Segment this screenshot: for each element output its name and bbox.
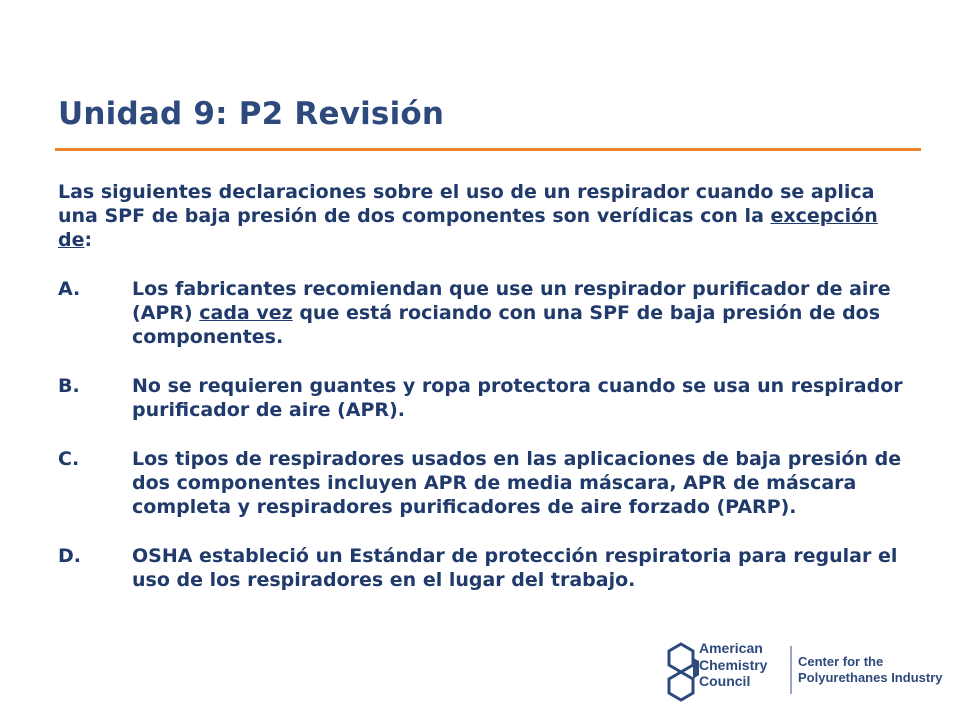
slide-title: Unidad 9: P2 Revisión — [58, 96, 445, 132]
intro-text: Las siguientes declaraciones sobre el uso de un respirador cuando se aplica una SPF de baja presión de dos componentes son verídicas con la — [58, 181, 875, 227]
option-text: No se requieren guantes y ropa protectora cuando se usa un respirador purificador de aire (APR). — [132, 375, 903, 421]
answer-option-c — [58, 447, 918, 519]
title-divider — [55, 148, 921, 151]
cpi-wordmark — [798, 654, 942, 686]
acc-line-3: Council — [699, 673, 751, 689]
intro-underlined-text: excepción de — [58, 205, 878, 251]
slide-body — [58, 180, 918, 617]
answer-option-b — [58, 374, 918, 422]
answer-option-a — [58, 277, 918, 349]
option-letter: C. — [58, 448, 80, 470]
acc-wordmark — [699, 640, 767, 690]
acc-line-1: American — [699, 640, 763, 656]
option-letter: B. — [58, 375, 80, 397]
option-underlined-text: cada vez — [199, 302, 293, 324]
intro-colon: : — [84, 229, 93, 251]
option-text: Los tipos de respiradores usados en las aplicaciones de baja presión de dos componentes incluyen APR de media máscara, APR de máscara completa y respiradores purificadores de aire forzado (PARP). — [132, 448, 902, 518]
logo-divider — [790, 646, 792, 694]
answer-option-d — [58, 544, 918, 592]
option-text: OSHA estableció un Estándar de protección respiratoria para regular el uso de los respiradores en el lugar del trabajo. — [132, 545, 898, 591]
option-letter: D. — [58, 545, 81, 567]
cpi-line-2: Polyurethanes Industry — [798, 670, 943, 685]
intro-paragraph — [58, 180, 918, 252]
cpi-line-1: Center for the — [798, 654, 884, 669]
acc-logo — [665, 636, 945, 704]
option-text — [132, 277, 918, 349]
option-text-part: que está rociando con una SPF de baja presión de dos componentes. — [132, 302, 881, 348]
option-text-part: Los fabricantes recomiendan que use un respirador purificador de aire (APR) — [132, 278, 891, 324]
acc-line-2: Chemistry — [699, 656, 768, 673]
hexagon-logo-icon — [665, 636, 699, 704]
option-letter: A. — [58, 278, 81, 300]
